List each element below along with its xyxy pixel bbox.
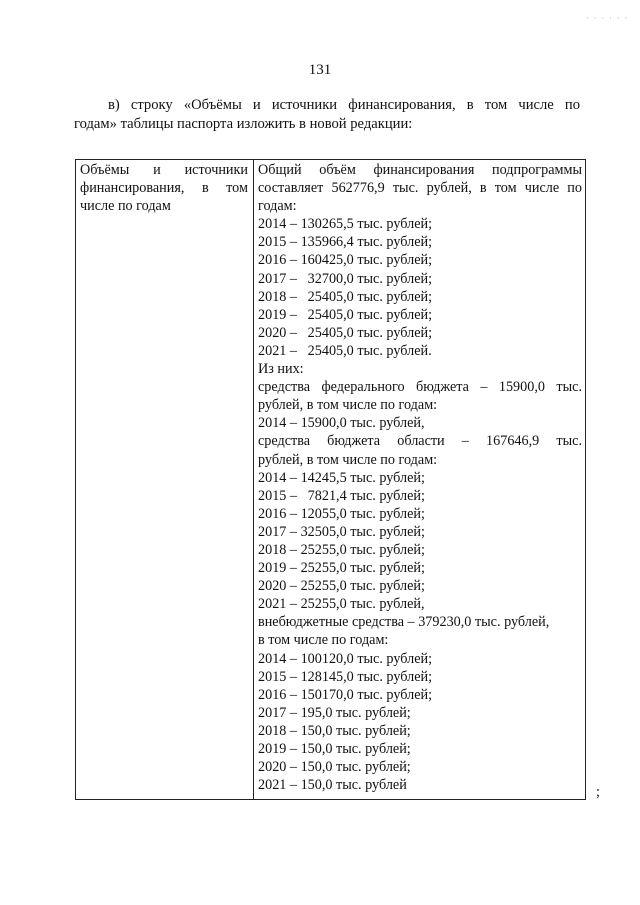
financing-line: 2021 – 25255,0 тыс. рублей,: [258, 596, 425, 613]
financing-line: средства федерального бюджета – 15900,0 тыс.: [258, 379, 582, 396]
financing-line: внебюджетные средства – 379230,0 тыс. рублей,: [258, 614, 550, 631]
intro-paragraph: [74, 96, 580, 134]
financing-line: составляет 562776,9 тыс. рублей, в том числе по: [258, 180, 582, 197]
financing-line: годам:: [258, 198, 297, 215]
table-column-divider: [253, 159, 254, 800]
financing-line: 2015 – 135966,4 тыс. рублей;: [258, 234, 433, 251]
financing-line: 2015 – 128145,0 тыс. рублей;: [258, 668, 433, 685]
scan-artifact: · · · · · ·: [586, 14, 629, 24]
financing-line: 2020 – 25255,0 тыс. рублей;: [258, 578, 425, 595]
financing-line: 2021 – 25405,0 тыс. рублей.: [258, 342, 432, 359]
intro-line-1: в) строку «Объёмы и источники финансирования, в том числе по: [108, 97, 580, 113]
intro-line-2: годам» таблицы паспорта изложить в новой редакции:: [74, 116, 413, 132]
financing-line: 2019 – 25255,0 тыс. рублей;: [258, 560, 425, 577]
financing-line: 2017 – 32505,0 тыс. рублей;: [258, 523, 425, 540]
header-cell-line-3: числе по годам: [80, 198, 171, 214]
header-cell-line-2: финансирования, в том: [80, 180, 248, 196]
financing-line: 2014 – 100120,0 тыс. рублей;: [258, 650, 433, 667]
financing-line: 2015 – 7821,4 тыс. рублей;: [258, 487, 425, 504]
financing-line: 2017 – 195,0 тыс. рублей;: [258, 704, 411, 721]
financing-line: Из них:: [258, 361, 304, 378]
financing-line: средства бюджета области – 167646,9 тыс.: [258, 433, 582, 450]
financing-line: рублей, в том числе по годам:: [258, 397, 438, 414]
financing-line: рублей, в том числе по годам:: [258, 451, 438, 468]
header-cell-line-1: Объёмы и источники: [80, 162, 248, 178]
financing-line: 2016 – 12055,0 тыс. рублей;: [258, 505, 425, 522]
financing-details-cell: [258, 161, 582, 794]
table-header-cell: [80, 161, 248, 215]
trailing-semicolon: ;: [596, 784, 600, 800]
financing-line: в том числе по годам:: [258, 632, 389, 649]
financing-line: 2019 – 25405,0 тыс. рублей;: [258, 306, 433, 323]
financing-line: 2021 – 150,0 тыс. рублей: [258, 777, 407, 794]
financing-line: 2016 – 150170,0 тыс. рублей;: [258, 686, 433, 703]
financing-line: Общий объём финансирования подпрограммы: [258, 162, 582, 178]
financing-line: 2014 – 130265,5 тыс. рублей;: [258, 216, 433, 233]
financing-line: 2014 – 15900,0 тыс. рублей,: [258, 415, 425, 432]
financing-line: 2020 – 25405,0 тыс. рублей;: [258, 324, 433, 341]
financing-line: 2018 – 25255,0 тыс. рублей;: [258, 541, 425, 558]
financing-line: 2018 – 150,0 тыс. рублей;: [258, 722, 411, 739]
financing-line: 2020 – 150,0 тыс. рублей;: [258, 759, 411, 776]
financing-line: 2018 – 25405,0 тыс. рублей;: [258, 288, 433, 305]
page-number: 131: [308, 62, 332, 78]
financing-line: 2017 – 32700,0 тыс. рублей;: [258, 270, 433, 287]
financing-line: 2019 – 150,0 тыс. рублей;: [258, 741, 411, 757]
financing-line: 2014 – 14245,5 тыс. рублей;: [258, 469, 425, 486]
financing-line: 2016 – 160425,0 тыс. рублей;: [258, 252, 433, 269]
